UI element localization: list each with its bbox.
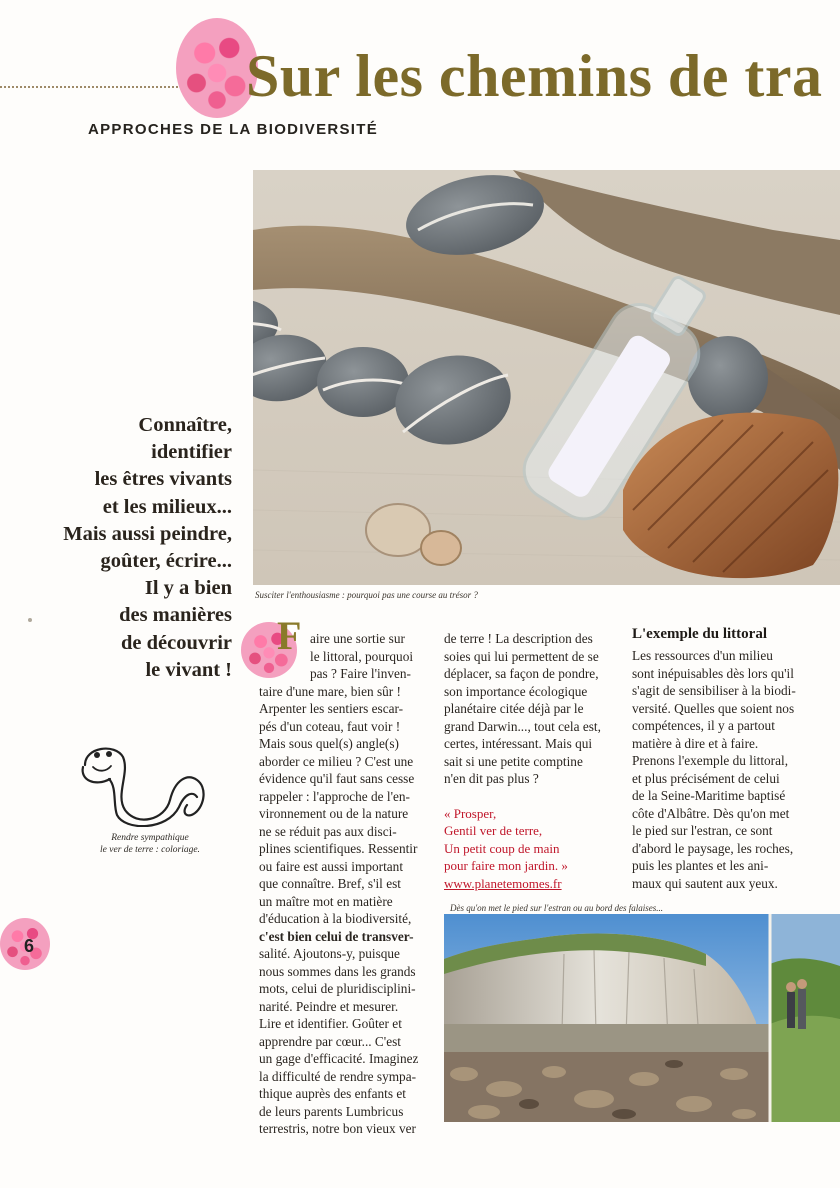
column-3 (632, 647, 832, 892)
cliff-photo-caption: Dès qu'on met le pied sur l'estran ou au bord des falaises... (450, 903, 664, 913)
col1-line: un maître mot en matière (259, 893, 393, 909)
col3-line: le pied sur l'estran, ce sont (632, 823, 773, 838)
col3-line: côte d'Albâtre. Dès qu'on met (632, 805, 790, 821)
decorative-dot (28, 618, 32, 622)
col1-line: terrestris, notre bon vieux ver (259, 1121, 416, 1136)
quote-line: pour faire mon jardin. » (444, 858, 568, 873)
col2-line: son importance écologique (444, 683, 588, 699)
col3-line: compétences, il y a partout (632, 718, 775, 733)
main-photo (253, 170, 840, 585)
planetemomes-link[interactable]: www.planetemomes.fr (444, 875, 562, 891)
col3-line: puis les plantes et les ani- (632, 858, 769, 873)
main-photo-caption: Susciter l'enthousiasme : pourquoi pas une course au trésor ? (255, 590, 478, 600)
col1-line: mots, celui de pluridisciplini- (259, 981, 416, 996)
intro-line: Il y a bien (144, 577, 232, 600)
beach-still-life-illustration (253, 170, 840, 585)
col2-line: planétaire citée déjà par le (444, 701, 584, 716)
intro-line: Connaître, (138, 414, 232, 436)
intro-line: des manières (119, 604, 232, 627)
comptine-quote (444, 805, 619, 893)
col1-line: c'est bien celui de transver- (259, 928, 414, 944)
col1-line: ne se réduit pas aux disci- (259, 823, 397, 839)
col1-line: apprendre par cœur... C'est (259, 1033, 401, 1049)
col3-line: et plus précisément de celui (632, 770, 780, 786)
intro-line: Mais aussi peindre, (63, 522, 232, 545)
col2-line: de terre ! La description des (444, 631, 593, 646)
worm-caption-line: Rendre sympathique (111, 833, 189, 843)
col3-line: Les ressources d'un milieu (632, 648, 773, 663)
col1-line: aire une sortie sur (310, 631, 405, 646)
intro-pullquote (0, 412, 232, 684)
col2-line: grand Darwin..., tout cela est, (444, 718, 601, 734)
worm-icon (75, 735, 220, 827)
col3-line: d'abord le paysage, les roches, (632, 840, 794, 856)
col2-line: soies qui lui permettent de se (444, 648, 599, 664)
col1-line: d'éducation à la biodiversité, (259, 911, 412, 926)
col2-line: certes, intéressant. Mais qui (444, 736, 593, 751)
col3-line: matière à dire et à faire. (632, 735, 759, 751)
intro-line: identifier (151, 441, 232, 464)
page-number: 6 (24, 936, 35, 956)
col1-line: pas ? Faire l'inven- (310, 666, 411, 681)
col1-line: pés d'un coteau, faut voir ! (259, 718, 401, 734)
col1-line: évidence qu'il faut sans cesse (259, 771, 415, 786)
col1-line: de leurs parents Lumbricus (259, 1103, 404, 1119)
col3-line: maux qui sautent aux yeux. (632, 875, 778, 891)
page-title: Sur les chemins de tra (246, 43, 823, 109)
intro-line: le vivant ! (145, 658, 232, 681)
intro-line: et les milieux... (102, 495, 232, 518)
col1-line: que connaître. Bref, s'il est (259, 876, 401, 891)
quote-line: « Prosper, (444, 805, 497, 821)
cliff-landscape-illustration (444, 914, 840, 1122)
intro-line: goûter, écrire... (100, 550, 232, 573)
col3-line: s'agit de sensibiliser à la biodi- (632, 683, 796, 698)
col1-line: rappeler : l'approche de l'en- (259, 788, 410, 804)
col1-line: taire d'une mare, bien sûr ! (259, 683, 401, 699)
cliff-photo (444, 914, 840, 1122)
col1-line: narité. Peindre et mesurer. (259, 998, 399, 1014)
col1-line: vironnement ou de la nature (259, 806, 409, 821)
drop-cap: F (277, 613, 302, 658)
col1-line: Lire et identifier. Goûter et (259, 1016, 402, 1031)
col1-line: aborder ce milieu ? C'est une (259, 753, 414, 769)
col1-line: nous sommes dans les grands (259, 963, 416, 979)
col1-line: salité. Ajoutons-y, puisque (259, 946, 400, 961)
worm-caption (80, 832, 220, 856)
col3-line: Prenons l'exemple du littoral, (632, 753, 789, 768)
column-1 (259, 630, 429, 1138)
column-2 (444, 630, 619, 892)
section-heading-littoral: L'exemple du littoral (632, 626, 767, 642)
col3-line: sont inépuisables dès lors qu'il (632, 665, 794, 681)
section-subtitle: APPROCHES DE LA BIODIVERSITÉ (88, 121, 379, 138)
col1-line: thique auprès des enfants et (259, 1086, 406, 1101)
col1-line: plines scientifiques. Ressentir (259, 841, 418, 856)
col2-line: sait si une petite comptine (444, 753, 583, 769)
worm-drawing (75, 735, 220, 832)
col3-line: de la Seine-Maritime baptisé (632, 788, 786, 803)
col1-line: Arpenter les sentiers escar- (259, 701, 404, 716)
col1-line: le littoral, pourquoi (310, 648, 414, 664)
col1-line: Mais sous quel(s) angle(s) (259, 736, 399, 751)
worm-caption-line: le ver de terre : coloriage. (100, 845, 200, 855)
col2-line: déplacer, sa façon de pondre, (444, 666, 599, 681)
quote-line: Un petit coup de main (444, 840, 560, 856)
col1-line: la difficulté de rendre sympa- (259, 1068, 417, 1084)
intro-line: de découvrir (120, 631, 232, 654)
quote-line: Gentil ver de terre, (444, 823, 543, 838)
intro-line: les êtres vivants (94, 468, 232, 491)
col1-line: ou faire est aussi important (259, 858, 404, 874)
col1-line: un gage d'efficacité. Imaginez (259, 1051, 419, 1066)
col2-line: n'en dit pas plus ? (444, 771, 539, 786)
col3-line: versité. Quelles que soient nos (632, 700, 795, 716)
